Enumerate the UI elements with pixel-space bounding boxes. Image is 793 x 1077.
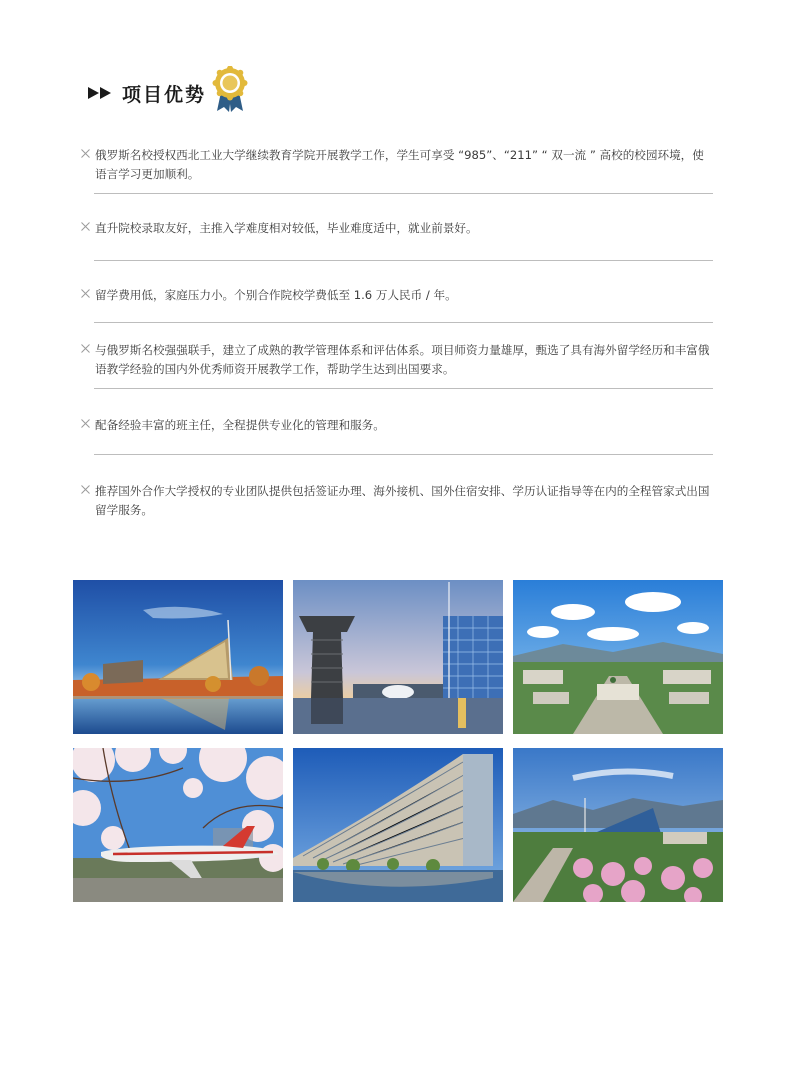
cross-mark-icon [80,148,91,159]
section-title: 项目优势 [122,83,207,106]
advantage-text: 与俄罗斯名校强强联手，建立了成熟的教学管理体系和评估体系。项目师资力量雄厚，甄选了具有海外留学经历和丰富俄语教学经验的国内外优秀师资开展教学工作，帮助学生达到出国要求。 [95,343,710,376]
cross-mark-icon [80,221,91,232]
advantage-text: 配备经验丰富的班主任，全程提供专业化的管理和服务。 [95,418,385,432]
photo-campus-mountains [513,748,723,902]
photo-sculpture-tower [293,580,503,734]
divider [94,260,713,261]
cross-mark-icon [80,288,91,299]
photo-campus-lake [73,580,283,734]
divider [94,322,713,323]
advantage-text: 推荐国外合作大学授权的专业团队提供包括签证办理、海外接机、国外住宿安排、学历认证指导等在内的全程管家式出国留学服务。 [95,484,710,517]
section-heading [88,68,248,118]
advantage-text: 俄罗斯名校授权西北工业大学继续教育学院开展教学工作，学生可享受 “985”、“211” “ 双一流 ” 高校的校园环境，使语言学习更加顺利。 [95,148,704,181]
photo-grid [73,580,724,902]
divider [94,454,713,455]
advantage-text: 直升院校录取友好，主推入学难度相对较低，毕业难度适中，就业前景好。 [95,221,478,235]
photo-cherry-airplane [73,748,283,902]
divider [94,388,713,389]
double-triangle-arrow-icon [88,86,114,100]
divider [94,193,713,194]
cross-mark-icon [80,418,91,429]
photo-curved-building [293,748,503,902]
cross-mark-icon [80,343,91,354]
advantage-text: 留学费用低，家庭压力小。个别合作院校学费低至 1.6 万人民币 / 年。 [95,288,457,302]
photo-aerial-campus [513,580,723,734]
cross-mark-icon [80,484,91,495]
award-ribbon-icon [212,66,248,118]
